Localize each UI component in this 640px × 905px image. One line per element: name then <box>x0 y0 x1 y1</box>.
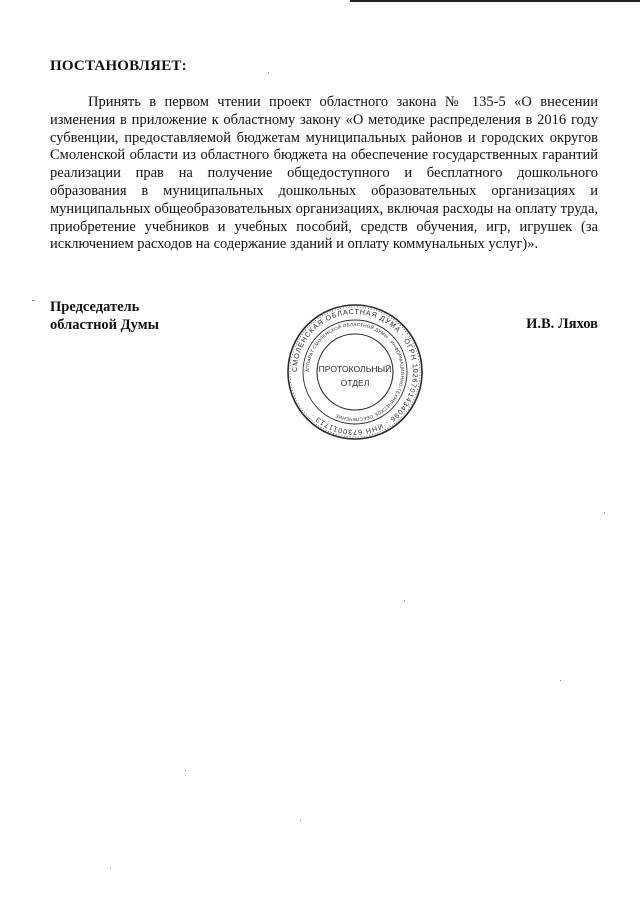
resolution-paragraph: Принять в первом чтении проект областного закона № 135-5 «О внесении изменения в приложение к областному закону «О методике распределения в 2016 году субвенции, предоставляемой бюджетам муниципальных районов и городских округов Смоленской области из областного бюджета на обеспечение государственных гарантий реализации прав на получение общедоступного и бесплатного дошкольного образования в муниципальных дошкольных образовательных организациях и муниципальных общеобразовательных организациях, включая расходы на оплату труда, приобретение учебников и учебных пособий, средств обучения, игр, игрушек (за исключением расходов на содержание зданий и оплату коммунальных услуг)». <box>50 94 598 253</box>
stamp-center-line1: ПРОТОКОЛЬНЫЙ <box>318 364 392 374</box>
signer-title-line2: областной Думы <box>50 317 159 333</box>
resolution-heading: ПОСТАНОВЛЯЕТ: <box>50 58 187 74</box>
scan-speck <box>185 770 186 771</box>
scan-speck <box>560 680 561 681</box>
scan-speck <box>604 512 605 513</box>
scan-speck <box>268 72 269 73</box>
stamp-center-line2: ОТДЕЛ <box>340 378 370 388</box>
signer-title <box>50 298 159 334</box>
stamp-inner-ring-text: АППАРАТ СМОЛЕНСКОЙ ОБЛАСТНОЙ ДУМЫ · ИНФОРМАЦИОННО-ТЕХНИЧЕСКОЕ ОБЕСПЕЧЕНИЕ <box>304 321 406 423</box>
scan-speck <box>110 868 111 869</box>
signer-title-line1: Председатель <box>50 299 140 315</box>
stamp-outer-ring-text: СМОЛЕНСКАЯ ОБЛАСТНАЯ ДУМА · ОГРН 1026701434096 · ИНН 6730011713 · <box>289 306 421 438</box>
scan-speck <box>404 600 405 601</box>
official-stamp <box>285 302 425 442</box>
scan-speck <box>32 300 35 301</box>
scan-speck <box>300 820 301 821</box>
scan-edge-line <box>350 0 640 2</box>
signer-name: И.В. Ляхов <box>526 316 598 332</box>
